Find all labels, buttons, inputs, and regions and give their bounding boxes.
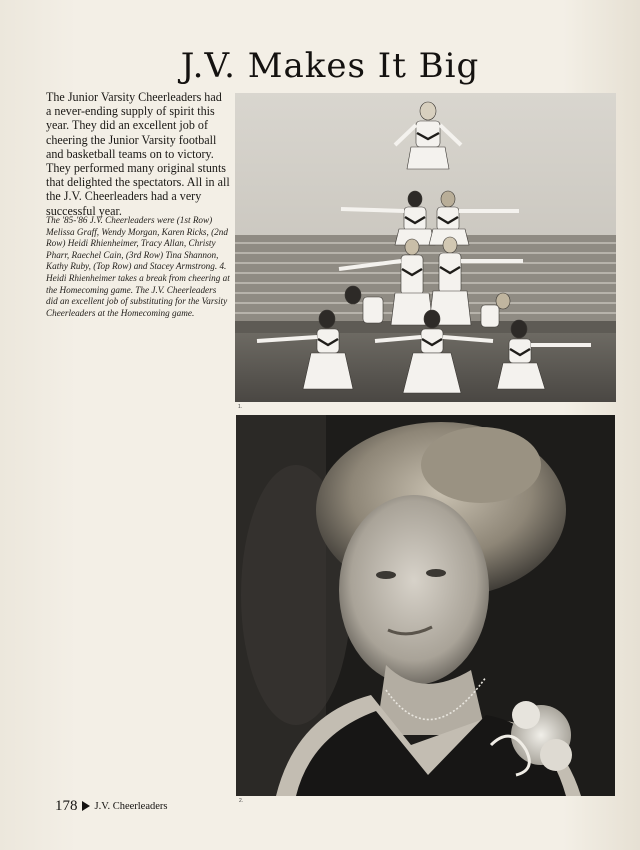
section-label: J.V. Cheerleaders — [94, 800, 168, 812]
photo-caption: The '85-'86 J.V. Cheerleaders were (1st Row) Melissa Graff, Wendy Morgan, Karen Ricks, (2nd Row) Heidi Rhienheimer, Tracy Allan, Christy Pharr, Raechel Cain, (3rd Row) Tina Shannon, Kathy Ruby, (Top Row) and Stacey Armstrong. 4. Heidi Rhienheimer takes a break from cheering at the Homecoming game. The J.V. Cheerleaders did an excellent job of substituting for the Varsity Cheerleaders at the Homecoming game. — [46, 215, 230, 318]
page-footer — [55, 797, 168, 815]
cheerleader-pyramid-photo — [235, 93, 616, 402]
page-title: J.V. Makes It Big — [180, 46, 480, 86]
page-number: 178 — [55, 797, 78, 814]
right-triangle-icon — [82, 801, 90, 811]
cheerleader-portrait-photo — [236, 415, 615, 796]
intro-paragraph: The Junior Varsity Cheerleaders had a never-ending supply of spirit this year. They did an excellent job of cheering the Junior Varsity football and basketball teams on to victory. They performed many original stunts that delighted the spectators. All in all the J.V. Cheerleaders had a very successful year. — [46, 90, 230, 218]
photo-number: 2. — [239, 798, 244, 804]
photo-number: 1. — [238, 404, 243, 410]
